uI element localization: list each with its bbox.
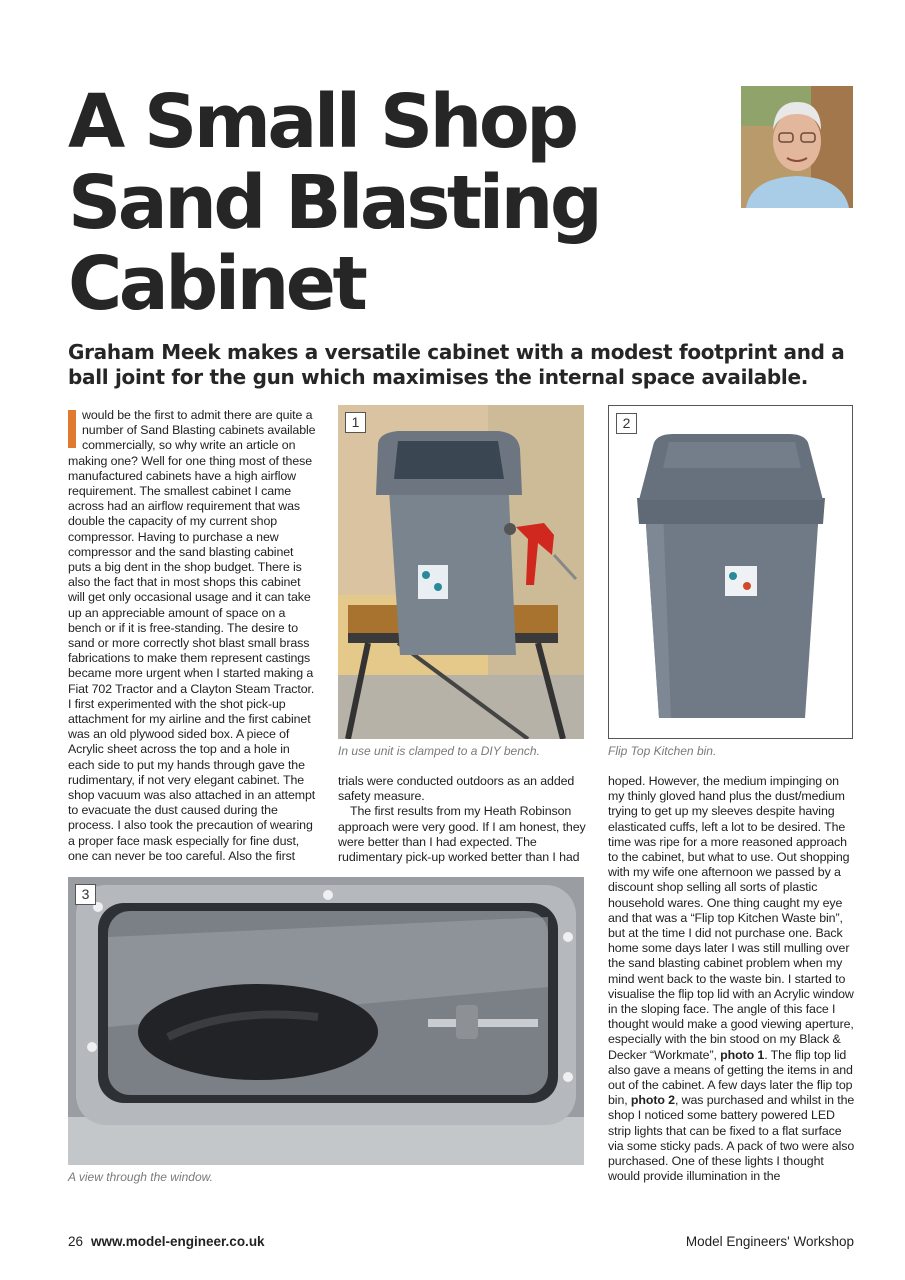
footer-url[interactable]: www.model-engineer.co.uk: [91, 1234, 265, 1249]
photo-1-reference: photo 1: [720, 1047, 765, 1062]
photo-2-number: 2: [616, 413, 637, 434]
photo-3-caption: A view through the window.: [68, 1170, 213, 1184]
standfirst: Graham Meek makes a versatile cabinet with a modest footprint and a ball joint for the gun which maximises the internal space available.: [68, 340, 845, 389]
photo-2: [608, 405, 853, 739]
author-portrait: [741, 86, 853, 208]
photo-2-caption: Flip Top Kitchen bin.: [608, 744, 717, 758]
photo-1: [338, 405, 584, 739]
photo-3-number: 3: [75, 884, 96, 905]
drop-cap-bar: [68, 410, 76, 448]
body-column-3: [608, 774, 856, 1184]
article-title: [68, 79, 708, 327]
title-line-2: Sand Blasting: [68, 160, 600, 246]
footer-left: [68, 1234, 265, 1249]
photo-1-caption: In use unit is clamped to a DIY bench.: [338, 744, 540, 758]
page-number: 26: [68, 1234, 84, 1249]
photo-1-number: 1: [345, 412, 366, 433]
col3-text-b: . The flip top lid also gave a means of getting the items in and out of the cabinet. A few days later the flip top bin,: [608, 1047, 853, 1108]
body-column-2: [338, 774, 586, 865]
photo-3: [68, 877, 584, 1165]
photo-2-reference: photo 2: [630, 1093, 675, 1108]
col3-text-c: , was purchased and whilst in the shop I noticed some battery powered LED strip lights that can be fixed to a flat surface via some sticky pads. A pack of two were also purchased. One of these lights I thought would provide illumination in the: [608, 1093, 855, 1184]
body-column-1: [68, 408, 318, 864]
col3-text-a: hoped. However, the medium impinging on my thinly gloved hand plus the dust/medium trying to get up my sleeves despite having elasticated cuffs, left a lot to be desired. The time was ripe for a more reasoned approach to the cabinet, but what to use. Out shopping with my wife one afternoon we passed by a discount shop selling all sorts of plastic household wares. One thing caught my eye and that was a “Flip top Kitchen Waste bin”, but at the time I did not purchase one. Back home some days later I was still mulling over the sand blasting cabinet problem when my mind went back to the waste bin. I started to visualise the flip top lid with an Acrylic window in the sloping face. The angle of this face I thought would make a good viewing aperture, especially with the bin stood on my Black & Decker “Workmate”,: [608, 774, 854, 1062]
magazine-name: Model Engineers' Workshop: [685, 1234, 854, 1249]
title-line-3: Cabinet: [68, 241, 365, 327]
col2-paragraph-2: The first results from my Heath Robinson approach were very good. If I am honest, they were better than I had expected. The rudimentary pick-up worked better than I had: [338, 804, 586, 865]
col1-text: would be the first to admit there are quite a number of Sand Blasting cabinets available commercially, so why write an article on making one? Well for one thing most of these manufactured cabinets have a high airflow requirement. The smallest cabinet I came across had an airflow requirement that was double the capacity of my current shop compressor. Having to purchase a new compressor and the sand blasting cabinet puts a big dent in the shop budget. There is also the fact that in most shops this cabinet will get only occasional usage and it can take up an appreciable amount of space on a bench or if it is free-standing. The desire to sand or more correctly shot blast small brass fabrications to make them represent castings became more urgent when I started making a Fiat 702 Tractor and a Clayton Steam Tractor. I first experimented with the shot pick-up attachment for my airline and the first cabinet was an old plywood sided box. A piece of Acrylic sheet across the top and a hole in each side to put my hands through gave the rudimentary, if not very elegant cabinet. The shop vacuum was also attached in an attempt to evacuate the dust caused during the process. I also took the precaution of wearing a proper face mask especially for fine dust, one can never be too careful. Also the first: [68, 408, 316, 863]
title-line-1: A Small Shop: [68, 79, 576, 165]
col2-paragraph-1: trials were conducted outdoors as an added safety measure.: [338, 774, 575, 804]
